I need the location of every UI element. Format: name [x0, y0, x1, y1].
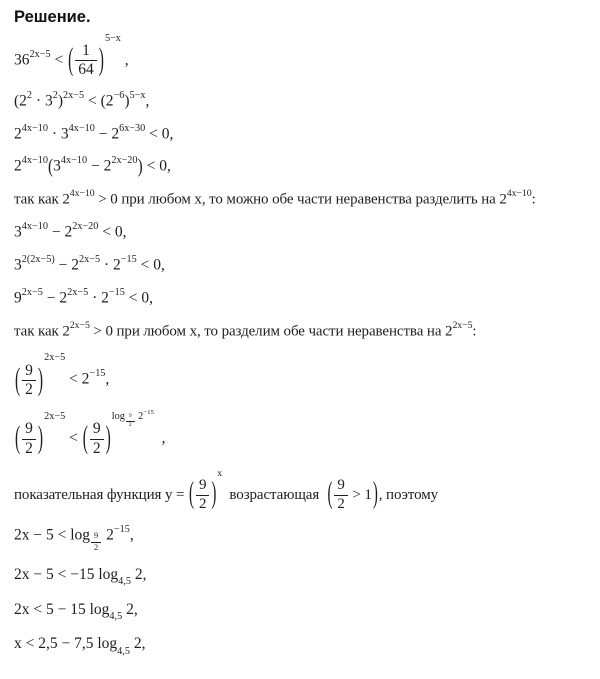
numerator: 9 [22, 363, 36, 381]
close-paren: ) [37, 362, 44, 398]
fraction [125, 414, 136, 429]
solution-step-7: 32(2x−5) − 22x−5 · 2−15 < 0, [14, 253, 165, 274]
fraction [333, 478, 348, 513]
open-paren: ( [15, 362, 21, 398]
superscript: −15 [113, 523, 130, 535]
fraction [90, 532, 102, 553]
subscript: 4,5 [117, 646, 130, 658]
subscript: 4,5 [109, 611, 123, 623]
open-paren: ( [82, 421, 88, 457]
fraction [21, 363, 37, 399]
numerator: 9 [126, 414, 135, 422]
superscript: 2x−5 [67, 286, 89, 298]
superscript: 2x−5 [21, 286, 43, 298]
denominator: 2 [25, 439, 33, 457]
numerator: 9 [22, 421, 36, 439]
superscript: 2x−5 [44, 352, 66, 364]
open-paren: ( [327, 477, 333, 511]
superscript: 4x−10 [21, 155, 48, 167]
close-paren: ) [98, 43, 104, 78]
solution-step-10: ( $\frac{9}{2}$ )2x−5 < 2−15, [15, 352, 110, 398]
solution-step-6: 34x−10 − 22x−20 < 0, [14, 221, 127, 241]
solution-step-9: так как 22x−5 > 0 при любом x, то разделим обе части неравенства на 22x−5: [14, 319, 477, 339]
solution-step-3: 24x−10 · 34x−10 − 26x−30 < 0, [14, 122, 174, 143]
numerator: 9 [196, 478, 209, 496]
denominator: 2 [94, 542, 99, 552]
superscript: 2x−5 [29, 48, 51, 60]
subscript [90, 532, 102, 553]
solution-step-2: (22 · 32)2x−5 < (2−6)5−x, [14, 89, 150, 110]
fraction [195, 478, 210, 513]
numerator: 9 [91, 532, 101, 543]
superscript: 4x−10 [60, 155, 88, 167]
solution-body [14, 34, 590, 657]
numerator: 9 [90, 421, 104, 439]
superscript: 4x−10 [69, 188, 95, 200]
open-paren: ( [189, 477, 194, 511]
denominator: 2 [337, 495, 345, 512]
superscript: −6 [113, 89, 125, 101]
superscript: log $\frac{9}{2}$ 2−15 [111, 409, 154, 428]
solution-step-1: 362x−5 < ( $\frac{1}{64}$ )5−x , [14, 33, 129, 79]
denominator: 2 [92, 439, 101, 457]
fraction [74, 43, 98, 79]
close-paren: ) [37, 421, 44, 457]
close-paren: ) [211, 477, 217, 511]
superscript: 4x−10 [21, 122, 48, 134]
superscript: 6x−30 [119, 122, 146, 134]
subscript [125, 414, 136, 429]
superscript: x [217, 467, 223, 479]
denominator: 64 [78, 61, 94, 79]
denominator: 2 [25, 380, 33, 398]
superscript: 2x−20 [111, 155, 138, 167]
superscript: 2x−20 [72, 221, 99, 233]
superscript: 4x−10 [21, 221, 48, 233]
open-paren: ( [47, 155, 54, 178]
solution-step-15: 2x < 5 − 15 log4,5 2, [14, 600, 138, 623]
solution-heading: Решение. [14, 8, 91, 26]
superscript: −15 [89, 368, 106, 380]
solution-step-4: 24x−10(34x−10 − 22x−20) < 0, [14, 155, 171, 178]
subscript: 4,5 [118, 576, 131, 588]
superscript: −15 [143, 409, 154, 417]
solution-step-12: показательная функция y = ( $\frac{9}{2}$ )x возрастающая ( $\frac{9}{2}$ > 1), поэтому [14, 467, 439, 512]
superscript: 4x−10 [68, 122, 95, 134]
superscript: −15 [108, 286, 125, 298]
superscript: 5−x [104, 33, 121, 44]
denominator: 2 [128, 421, 132, 428]
numerator: 9 [334, 478, 347, 496]
close-paren: ) [372, 477, 378, 511]
solution-step-13: 2x − 5 < log $\frac{9}{2}$ 2−15, [14, 523, 134, 552]
superscript: 2x−5 [62, 89, 85, 101]
open-paren: ( [68, 43, 74, 78]
close-paren: ) [105, 421, 111, 457]
superscript: 2x−5 [44, 411, 66, 423]
superscript: 4x−10 [506, 188, 532, 200]
fraction [21, 421, 37, 457]
superscript: −15 [120, 253, 137, 265]
superscript: 2x−5 [69, 319, 90, 331]
solution-step-11: ( $\frac{9}{2}$ )2x−5 < ( $\frac{9}{2}$ )log $\frac{9}{2}$ 2−15 , [15, 409, 166, 457]
close-paren: ) [137, 155, 143, 178]
superscript: 2 [26, 89, 33, 101]
numerator: 1 [75, 43, 97, 61]
superscript: 5−x [129, 89, 146, 101]
superscript: 2(2x−5) [21, 253, 55, 265]
solution-step-5: так как 24x−10 > 0 при любом x, то можно обе части неравенства разделить на 24x−10: [14, 188, 536, 208]
fraction [89, 421, 105, 457]
superscript: 2x−5 [79, 253, 101, 265]
solution-step-16: x < 2,5 − 7,5 log4,5 2, [14, 635, 146, 658]
solution-step-14: 2x − 5 < −15 log4,5 2, [14, 565, 147, 588]
superscript: 2x−5 [452, 319, 473, 331]
solution-step-8: 92x−5 − 22x−5 · 2−15 < 0, [14, 286, 153, 307]
denominator: 2 [198, 495, 207, 512]
open-paren: ( [15, 421, 21, 457]
superscript: 2 [52, 89, 58, 101]
